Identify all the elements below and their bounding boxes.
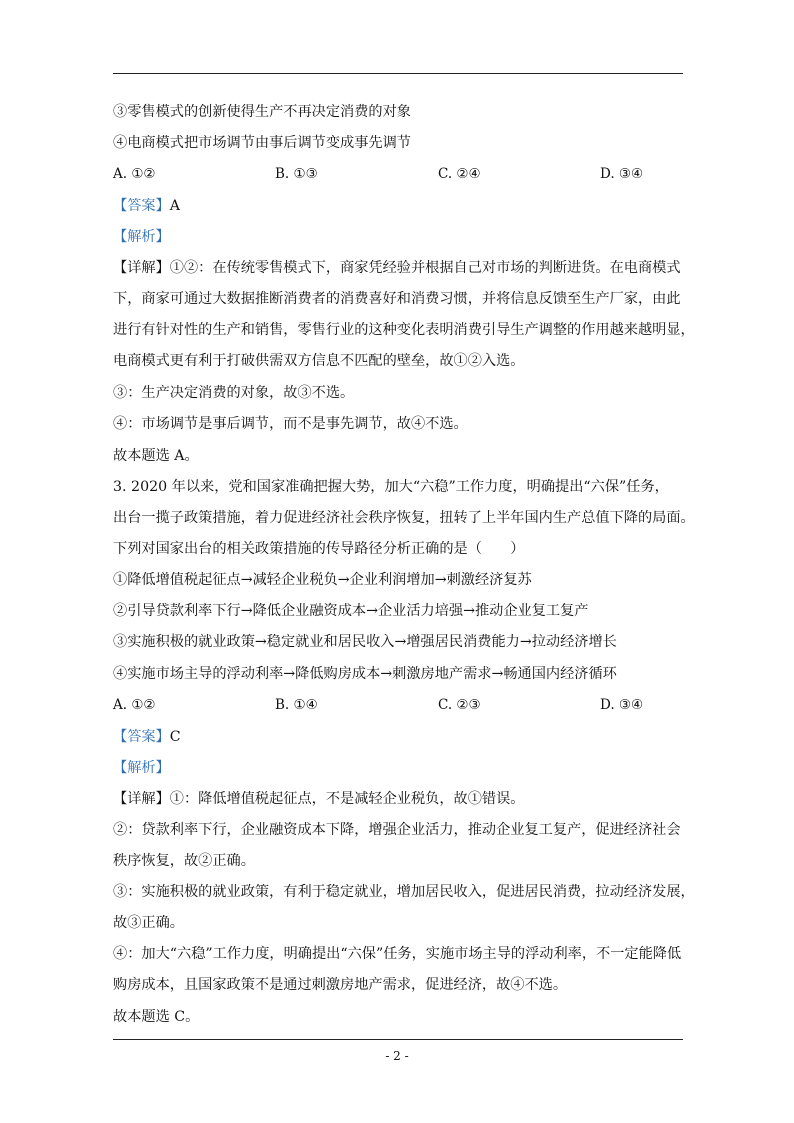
q3-analysis-tag — [113, 758, 688, 778]
q2-analysis-tag — [113, 227, 688, 247]
q2-option-d: D. ③④ — [600, 166, 644, 182]
q3-detail-line — [113, 789, 688, 809]
q2-detail-line: 进行有针对性的生产和销售，零售行业的这种变化表明消费引导生产调整的作用越来越明显， — [113, 322, 695, 338]
q2-answer — [113, 196, 688, 216]
analysis-tag: 【解析】 — [113, 229, 170, 245]
q3-answer — [113, 727, 688, 747]
q3-stem: 出台一揽子政策措施，着力促进经济社会秩序恢复，扭转了上半年国内生产总值下降的局面。 — [113, 510, 695, 526]
answer-value: A — [169, 198, 181, 214]
detail-tag: 【详解】 — [113, 260, 170, 276]
q3-note-2: 秩序恢复，故②正确。 — [113, 853, 255, 869]
q3-note-2: ②：贷款利率下行，企业融资成本下降，增强企业活力，推动企业复工复产，促进经济社会 — [113, 822, 681, 838]
detail-text: ①②：在传统零售模式下，商家凭经验并根据自己对市场的判断进货。在电商模式 — [169, 260, 681, 276]
header-rule — [113, 73, 683, 74]
q2-statement-4: ④电商模式把市场调节由事后调节变成事先调节 — [113, 135, 411, 151]
page-number: - 2 - — [385, 1049, 409, 1063]
q2-statement-3: ③零售模式的创新使得生产不再决定消费的对象 — [113, 104, 411, 120]
answer-value: C — [169, 729, 181, 745]
q3-option-a: A. ①② — [113, 697, 156, 713]
detail-tag: 【详解】 — [113, 791, 170, 807]
q2-note-3: ③：生产决定消费的对象，故③不选。 — [113, 385, 355, 401]
q3-option-c: C. ②③ — [438, 697, 481, 713]
answer-tag: 【答案】 — [113, 729, 170, 745]
q3-option-b: B. ①④ — [275, 697, 318, 713]
q3-statement-1: ①降低增值税起征点→减轻企业税负→企业利润增加→刺激经济复苏 — [113, 572, 532, 588]
q3-stem: 下列对国家出台的相关政策措施的传导路径分析正确的是（ ） — [113, 541, 525, 557]
q2-detail-line — [113, 258, 688, 278]
footer-rule — [113, 1039, 683, 1040]
q2-note-4: ④：市场调节是事后调节，而不是事先调节，故④不选。 — [113, 416, 468, 432]
analysis-tag: 【解析】 — [113, 760, 170, 776]
detail-text: ①：降低增值税起征点，不是减轻企业税负，故①错误。 — [169, 791, 525, 807]
q3-note-3: ③：实施积极的就业政策，有利于稳定就业，增加居民收入，促进居民消费，拉动经济发展， — [113, 884, 695, 900]
q3-note-3: 故③正确。 — [113, 915, 184, 931]
q3-statement-3: ③实施积极的就业政策→稳定就业和居民收入→增强居民消费能力→拉动经济增长 — [113, 634, 617, 650]
q3-option-d: D. ③④ — [600, 697, 644, 713]
answer-tag: 【答案】 — [113, 198, 170, 214]
q2-conclusion: 故本题选 A。 — [113, 448, 199, 464]
q2-detail-line: 下，商家可通过大数据推断消费者的消费喜好和消费习惯，并将信息反馈至生产厂家，由此 — [113, 291, 681, 307]
q3-note-4: 购房成本，且国家政策不是通过刺激房地产需求，促进经济，故④不选。 — [113, 977, 568, 993]
q2-detail-line: 电商模式更有利于打破供需双方信息不匹配的壁垒，故①②入选。 — [113, 353, 525, 369]
q3-statement-4: ④实施市场主导的浮动利率→降低购房成本→刺激房地产需求→畅通国内经济循环 — [113, 666, 617, 682]
q2-option-a: A. ①② — [113, 166, 156, 182]
q3-stem: 3. 2020 年以来，党和国家准确把握大势，加大“六稳”工作力度，明确提出“六保”任务， — [113, 479, 669, 495]
q3-statement-2: ②引导贷款利率下行→降低企业融资成本→企业活力培强→推动企业复工复产 — [113, 603, 589, 619]
q2-option-c: C. ②④ — [438, 166, 481, 182]
q3-conclusion: 故本题选 C。 — [113, 1009, 200, 1025]
q2-option-b: B. ①③ — [275, 166, 318, 182]
q3-note-4: ④：加大“六稳”工作力度，明确提出“六保”任务，实施市场主导的浮动利率，不一定能降低 — [113, 946, 682, 962]
